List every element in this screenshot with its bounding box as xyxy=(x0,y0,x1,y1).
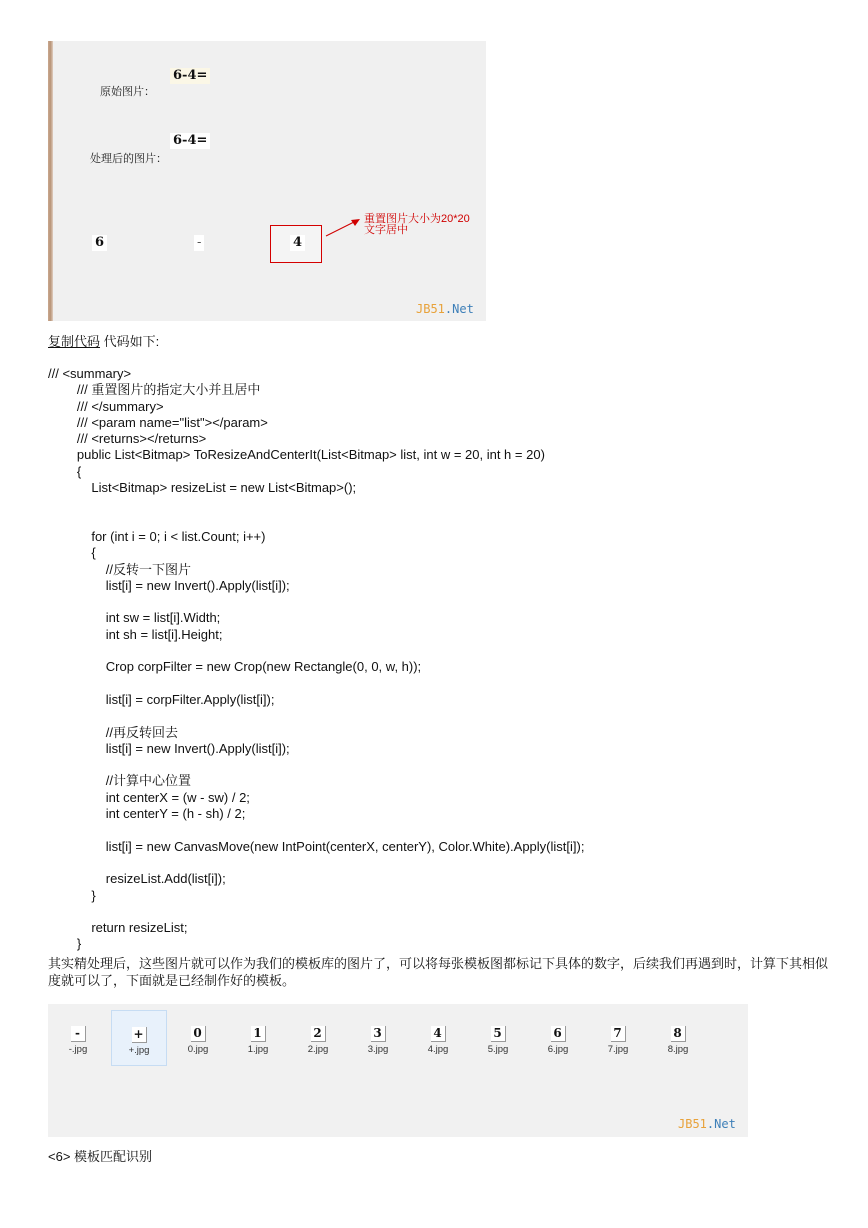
template-filename: -.jpg xyxy=(68,1044,88,1055)
code-line: List<Bitmap> resizeList = new List<Bitmap>(); xyxy=(48,480,357,496)
code-line: int sh = list[i].Height; xyxy=(48,626,223,642)
code-line xyxy=(48,513,584,529)
copy-code-suffix: 代码如下: xyxy=(100,334,160,349)
code-line: /// <param name="list"></param> xyxy=(48,414,268,430)
template-file[interactable] xyxy=(111,1010,167,1066)
code-line: for (int i = 0; i < list.Count; i++) xyxy=(48,528,266,544)
code-line: int centerX = (w - sw) / 2; xyxy=(48,789,250,805)
code-line: public List<Bitmap> ToResizeAndCenterIt(List<Bitmap> list, int w = 20, int h = 20) xyxy=(48,447,545,463)
code-block xyxy=(48,366,584,953)
copy-code-link[interactable]: 复制代码 xyxy=(48,334,101,349)
code-line xyxy=(48,643,584,659)
split-char-minus: - xyxy=(194,235,204,251)
code-line xyxy=(48,496,584,512)
body-paragraph: 其实精处理后，这些图片就可以作为我们的模板库的图片了，可以将每张模板图都标记下具体的数字，后续我们再遇到时，计算下其相似度就可以了，下面就是已经制作好的模板。 xyxy=(48,956,829,988)
split-char-4: 4 xyxy=(290,235,305,251)
processing-screenshot xyxy=(48,41,486,321)
code-line: } xyxy=(48,936,82,952)
template-thumbnail: 8 xyxy=(671,1026,686,1042)
code-line: //再反转回去 xyxy=(48,724,179,740)
highlight-box xyxy=(270,225,322,263)
template-thumbnail: 3 xyxy=(371,1026,386,1042)
template-file[interactable] xyxy=(51,1010,105,1064)
code-line: Crop corpFilter = new Crop(new Rectangle(0, 0, w, h)); xyxy=(48,659,422,675)
watermark xyxy=(416,302,474,316)
template-filename: +.jpg xyxy=(128,1045,150,1056)
template-file[interactable] xyxy=(591,1010,645,1064)
code-line xyxy=(48,757,584,773)
code-line: int centerY = (h - sh) / 2; xyxy=(48,806,246,822)
split-char-6: 6 xyxy=(92,235,107,251)
watermark-jb51: JB51 xyxy=(416,302,445,316)
template-library-screenshot xyxy=(48,1004,748,1137)
code-line: //计算中心位置 xyxy=(48,773,192,789)
watermark xyxy=(678,1117,736,1131)
code-line: return resizeList; xyxy=(48,920,188,936)
code-line: } xyxy=(48,887,96,903)
template-thumbnail: 6 xyxy=(551,1026,566,1042)
template-filename: 2.jpg xyxy=(307,1044,329,1055)
code-line: list[i] = new CanvasMove(new IntPoint(centerX, centerY), Color.White).Apply(list[i]); xyxy=(48,838,585,854)
copy-code-line xyxy=(48,334,159,350)
code-line xyxy=(48,855,584,871)
code-line: /// 重置图片的指定大小并且居中 xyxy=(48,382,261,398)
template-thumbnail: 4 xyxy=(431,1026,446,1042)
code-line: /// <summary> xyxy=(48,366,132,381)
processed-image-label: 处理后的图片： xyxy=(90,153,167,165)
window-left-edge xyxy=(48,41,53,321)
annotation-line-1: 重置图片大小为20*20 xyxy=(364,213,470,225)
annotation-line-2: 文字居中 xyxy=(364,224,408,236)
template-file[interactable] xyxy=(351,1010,405,1064)
processed-image-glyph: 6-4= xyxy=(170,133,210,149)
template-file[interactable] xyxy=(471,1010,525,1064)
code-line: list[i] = new Invert().Apply(list[i]); xyxy=(48,740,290,756)
template-thumbnail: 7 xyxy=(611,1026,626,1042)
code-line: { xyxy=(48,463,82,479)
template-file[interactable] xyxy=(291,1010,345,1064)
template-file[interactable] xyxy=(231,1010,285,1064)
code-line xyxy=(48,904,584,920)
template-thumbnail: + xyxy=(132,1027,147,1043)
template-thumbnail: - xyxy=(71,1026,86,1042)
template-thumbnail: 5 xyxy=(491,1026,506,1042)
code-line: resizeList.Add(list[i]); xyxy=(48,871,226,887)
section-heading: <6> 模板匹配识别 xyxy=(48,1149,153,1164)
code-line: int sw = list[i].Width; xyxy=(48,610,221,626)
code-line xyxy=(48,708,584,724)
original-image-label: 原始图片： xyxy=(100,86,155,98)
original-image-glyph: 6-4= xyxy=(170,68,210,84)
code-line xyxy=(48,594,584,610)
code-line: { xyxy=(48,545,96,561)
code-line: /// <returns></returns> xyxy=(48,431,207,447)
template-thumbnail: 1 xyxy=(251,1026,266,1042)
code-line: /// </summary> xyxy=(48,398,164,414)
code-line xyxy=(48,822,584,838)
code-line: //反转一下图片 xyxy=(48,561,192,577)
code-line xyxy=(48,676,584,692)
template-file[interactable] xyxy=(651,1010,705,1064)
code-line: list[i] = new Invert().Apply(list[i]); xyxy=(48,577,290,593)
template-filename: 8.jpg xyxy=(667,1044,689,1055)
template-filename: 5.jpg xyxy=(487,1044,509,1055)
template-filename: 3.jpg xyxy=(367,1044,389,1055)
annotation-arrow-icon xyxy=(324,217,364,239)
template-filename: 0.jpg xyxy=(187,1044,209,1055)
template-filename: 1.jpg xyxy=(247,1044,269,1055)
annotation-text xyxy=(364,214,470,236)
template-filename: 7.jpg xyxy=(607,1044,629,1055)
watermark-jb51: JB51 xyxy=(678,1117,707,1131)
template-filename: 4.jpg xyxy=(427,1044,449,1055)
template-file[interactable] xyxy=(171,1010,225,1064)
template-filename: 6.jpg xyxy=(547,1044,569,1055)
template-file[interactable] xyxy=(411,1010,465,1064)
watermark-net: .Net xyxy=(706,1117,736,1131)
code-line: list[i] = corpFilter.Apply(list[i]); xyxy=(48,691,275,707)
template-thumbnail: 0 xyxy=(191,1026,206,1042)
template-file[interactable] xyxy=(531,1010,585,1064)
watermark-net: .Net xyxy=(444,302,474,316)
template-thumbnail: 2 xyxy=(311,1026,326,1042)
